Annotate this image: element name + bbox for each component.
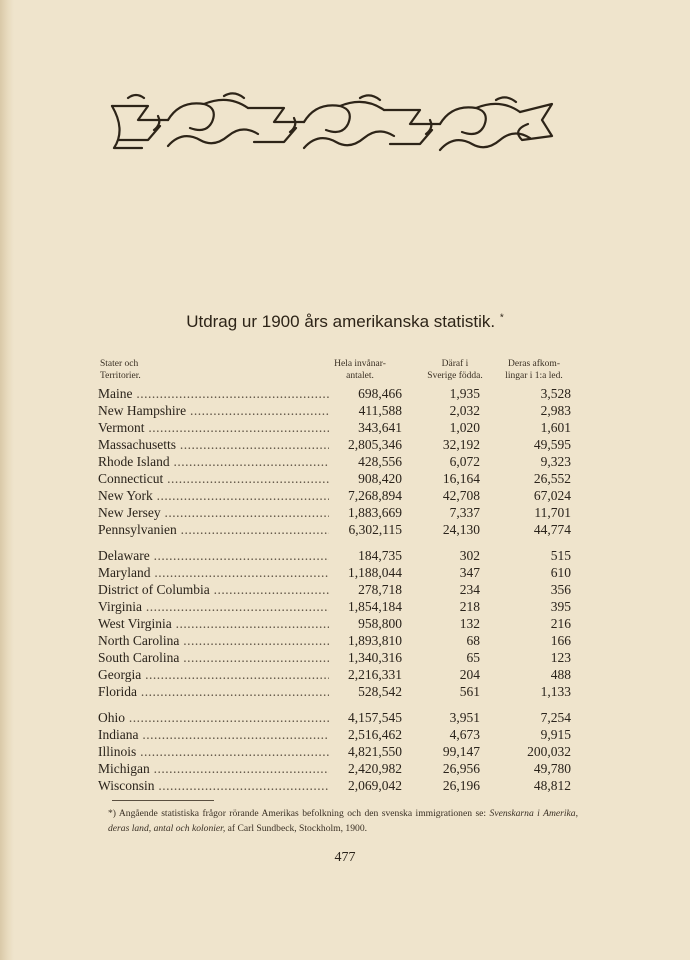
swedish-born: 42,708: [442, 488, 480, 503]
swedish-born: 132: [459, 616, 480, 631]
table-row: [98, 649, 578, 666]
swedish-born: 7,337: [449, 505, 480, 520]
total-population: 2,516,462: [348, 727, 402, 742]
descendants-first-gen: 610: [550, 565, 571, 580]
total-population: 4,821,550: [348, 744, 402, 759]
table-row: [98, 470, 578, 487]
total-population: 184,735: [358, 548, 402, 563]
decorative-ornament-banner: [108, 90, 556, 156]
descendants-first-gen: 11,701: [534, 505, 571, 520]
state-name: New Hampshire .....: [98, 402, 329, 419]
descendants-first-gen: 1,133: [540, 684, 571, 699]
descendants-first-gen: 166: [550, 633, 571, 648]
swedish-born: 99,147: [442, 744, 480, 759]
state-name: Massachusetts .....: [98, 436, 329, 453]
swedish-born: 16,164: [442, 471, 480, 486]
total-population: 7,268,894: [348, 488, 402, 503]
state-name: Florida .....: [98, 683, 329, 700]
state-name: Indiana .....: [98, 726, 329, 743]
state-name: South Carolina .....: [98, 649, 329, 666]
total-population: 411,588: [358, 403, 402, 418]
group-spacer: [98, 700, 578, 709]
state-name: Rhode Island .....: [98, 453, 329, 470]
table-row: [98, 760, 578, 777]
descendants-first-gen: 200,032: [527, 744, 571, 759]
state-name: District of Columbia .....: [98, 581, 329, 598]
table-row: [98, 615, 578, 632]
table-row: [98, 402, 578, 419]
state-name: Georgia .....: [98, 666, 329, 683]
table-row: [98, 581, 578, 598]
total-population: 428,556: [358, 454, 402, 469]
table-row: [98, 666, 578, 683]
table-row: [98, 632, 578, 649]
swedish-born: 26,196: [442, 778, 480, 793]
table-row: [98, 598, 578, 615]
descendants-first-gen: 123: [550, 650, 571, 665]
table-row: [98, 521, 578, 538]
descendants-first-gen: 49,780: [533, 761, 571, 776]
swedish-born: 1,935: [449, 386, 480, 401]
header-descendants: Deras afkom- lingar i 1:a led.: [505, 359, 563, 381]
descendants-first-gen: 515: [550, 548, 571, 563]
descendants-first-gen: 2,983: [540, 403, 571, 418]
swedish-born: 1,020: [449, 420, 480, 435]
state-name: Pennsylvanien .....: [98, 521, 329, 538]
state-name: New York .....: [98, 487, 329, 504]
total-population: 1,188,044: [348, 565, 402, 580]
header-population: Hela invånar- antalet.: [334, 359, 386, 381]
state-name: Illinois .....: [98, 743, 329, 760]
state-name: Vermont .....: [98, 419, 329, 436]
swedish-born: 65: [466, 650, 480, 665]
descendants-first-gen: 356: [550, 582, 571, 597]
swedish-born: 26,956: [442, 761, 480, 776]
table-row: [98, 453, 578, 470]
total-population: 6,302,115: [348, 522, 402, 537]
swedish-born: 24,130: [442, 522, 480, 537]
swedish-born: 302: [459, 548, 480, 563]
total-population: 2,069,042: [348, 778, 402, 793]
swedish-born: 32,192: [442, 437, 480, 452]
total-population: 1,340,316: [348, 650, 402, 665]
total-population: 2,420,982: [348, 761, 402, 776]
swedish-born: 561: [459, 684, 480, 699]
total-population: 908,420: [358, 471, 402, 486]
swedish-born: 234: [459, 582, 480, 597]
footnote-rule: [112, 800, 214, 801]
total-population: 343,641: [358, 420, 402, 435]
total-population: 1,854,184: [348, 599, 402, 614]
swedish-born: 204: [459, 667, 480, 682]
descendants-first-gen: 216: [550, 616, 571, 631]
table-row: [98, 547, 578, 564]
table-row: [98, 385, 578, 402]
descendants-first-gen: 44,774: [533, 522, 571, 537]
table-row: [98, 683, 578, 700]
descendants-first-gen: 48,812: [533, 778, 571, 793]
table-row: [98, 436, 578, 453]
state-name: Maine .....: [98, 385, 329, 402]
swedish-born: 3,951: [449, 710, 480, 725]
page-number: 477: [334, 850, 356, 865]
descendants-first-gen: 49,595: [533, 437, 571, 452]
table-row: [98, 709, 578, 726]
descendants-first-gen: 1,601: [540, 420, 571, 435]
table-row: [98, 487, 578, 504]
total-population: 698,466: [358, 386, 402, 401]
state-name: Ohio .....: [98, 709, 329, 726]
descendants-first-gen: 9,323: [540, 454, 571, 469]
total-population: 958,800: [358, 616, 402, 631]
swedish-born: 4,673: [449, 727, 480, 742]
descendants-first-gen: 7,254: [540, 710, 571, 725]
state-name: Wisconsin .....: [98, 777, 329, 794]
page-title: Utdrag ur 1900 års amerikanska statistik. *: [186, 312, 504, 331]
swedish-born: 2,032: [449, 403, 480, 418]
table-row: [98, 419, 578, 436]
total-population: 2,216,331: [348, 667, 402, 682]
state-name: Virginia .....: [98, 598, 329, 615]
total-population: 1,893,810: [348, 633, 402, 648]
statistics-table: [98, 385, 578, 794]
footnote: *) Angående statistiska frågor rörande Amerikas befolkning och den svenska immigrationen se: Svenskarna i Amerika, deras land, antal och kolonier, af Carl Sundbeck, Stockholm, 1900.: [108, 808, 578, 834]
table-row: [98, 564, 578, 581]
descendants-first-gen: 9,915: [540, 727, 571, 742]
total-population: 1,883,669: [348, 505, 402, 520]
state-name: Michigan .....: [98, 760, 329, 777]
table-row: [98, 504, 578, 521]
group-spacer: [98, 538, 578, 547]
page-edge: [0, 0, 14, 960]
total-population: 4,157,545: [348, 710, 402, 725]
table-row: [98, 726, 578, 743]
swedish-born: 347: [459, 565, 480, 580]
header-states: Stater och Territorier.: [100, 359, 141, 381]
state-name: Delaware .....: [98, 547, 329, 564]
state-name: New Jersey .....: [98, 504, 329, 521]
state-name: North Carolina .....: [98, 632, 329, 649]
table-row: [98, 777, 578, 794]
state-name: Connecticut .....: [98, 470, 329, 487]
total-population: 2,805,346: [348, 437, 402, 452]
state-name: Maryland .....: [98, 564, 329, 581]
total-population: 528,542: [358, 684, 402, 699]
descendants-first-gen: 3,528: [540, 386, 571, 401]
descendants-first-gen: 26,552: [533, 471, 571, 486]
descendants-first-gen: 488: [550, 667, 571, 682]
descendants-first-gen: 67,024: [533, 488, 571, 503]
state-name: West Virginia .....: [98, 615, 329, 632]
table-row: [98, 743, 578, 760]
swedish-born: 6,072: [449, 454, 480, 469]
header-swedish-born: Däraf i Sverige födda.: [427, 359, 483, 381]
swedish-born: 218: [459, 599, 480, 614]
descendants-first-gen: 395: [550, 599, 571, 614]
swedish-born: 68: [466, 633, 480, 648]
total-population: 278,718: [358, 582, 402, 597]
